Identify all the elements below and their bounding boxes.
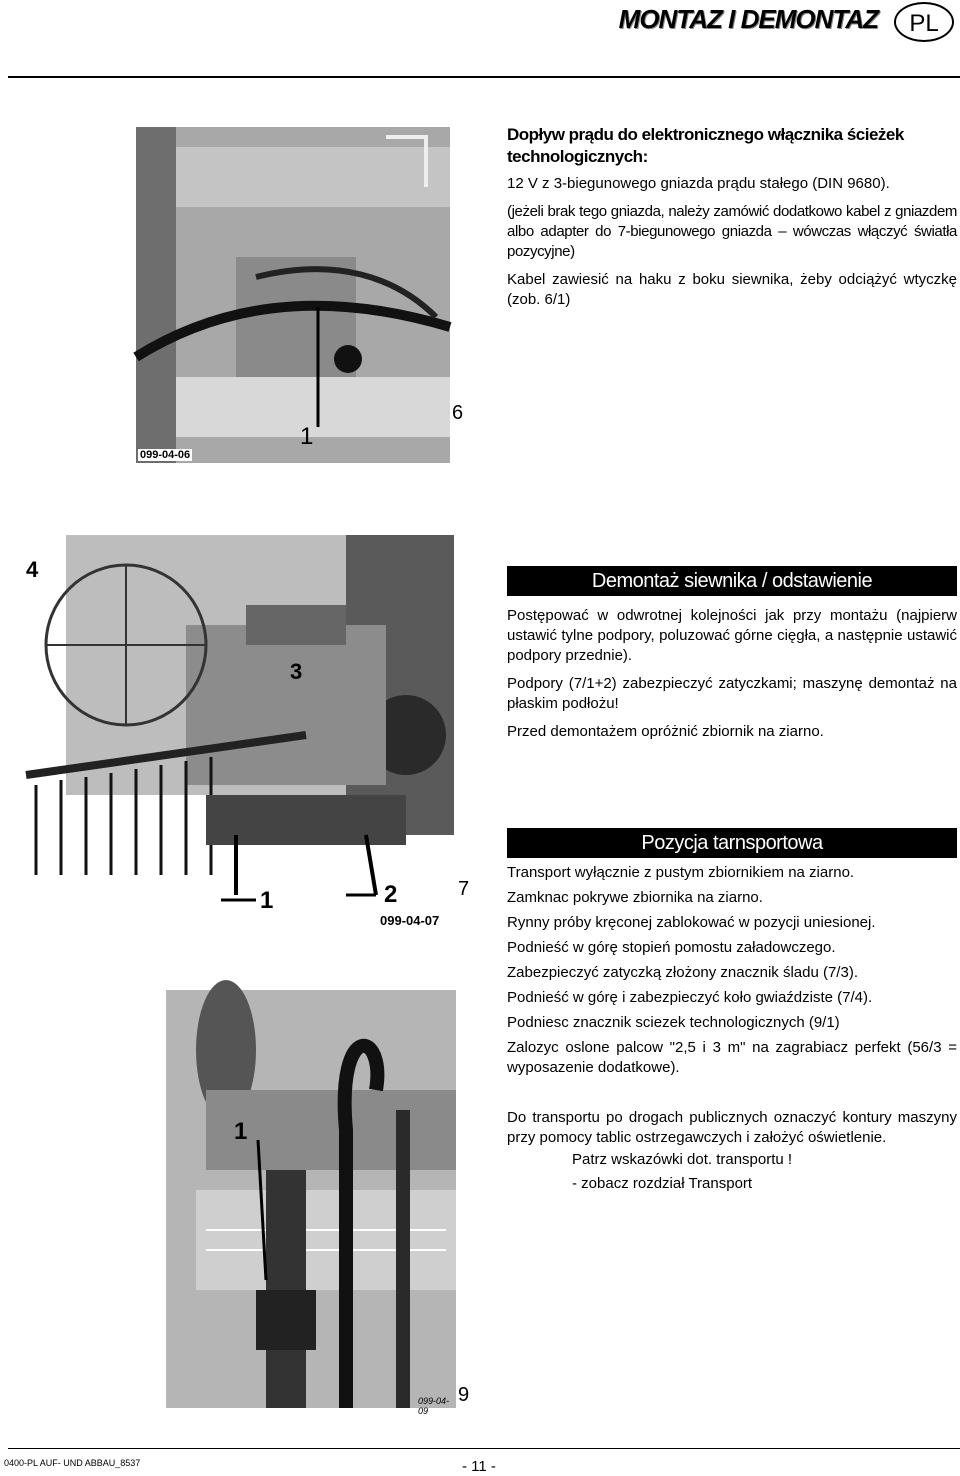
figure-7-number: 7 — [458, 878, 470, 900]
figure-6-number: 6 — [452, 402, 464, 424]
transport-section — [507, 828, 957, 1078]
power-supply-p1: 12 V z 3-biegunowego gniazda prądu stałego (DIN 9680). — [507, 175, 890, 192]
road-transport-note: Patrz wskazówki dot. transportu ! — [572, 1151, 793, 1168]
transport-item: Transport wyłącznie z pustym zbiornikiem na ziarno. — [507, 864, 855, 881]
transport-item: Zalozyc oslone palcow "2,5 i 3 m" na zagrabiacz perfekt (56/3 = wyposazenie dodatkowe). — [507, 1039, 957, 1076]
dismount-section — [507, 566, 957, 750]
footer-page-number: - 11 - — [462, 1458, 496, 1475]
transport-item: Podniesc znacznik sciezek technologicznych (9/1) — [507, 1014, 840, 1031]
dismount-p1: Postępować w odwrotnej kolejności jak przy montażu (najpierw ustawić tylne podpory, poluzować górne cięgła, a następnie ustawić podpory przednie). — [507, 607, 957, 664]
power-supply-p3: Kabel zawiesić na haku z boku siewnika, żeby odciążyć wtyczkę (zob. 6/1) — [507, 271, 957, 308]
footer-document-id: 0400-PL AUF- UND ABBAU_8537 — [4, 1458, 141, 1468]
transport-item: Podnieść w górę stopień pomostu załadowczego. — [507, 939, 836, 956]
transport-item: Zabezpieczyć zatyczką złożony znacznik śladu (7/3). — [507, 964, 858, 981]
header-divider — [8, 76, 960, 78]
figure-9-code: 099-04-09 — [418, 1396, 450, 1416]
road-transport-reference: - zobacz rozdział Transport — [572, 1175, 753, 1192]
figure-6-photo — [136, 127, 450, 463]
figure-7-label-4: 4 — [26, 557, 39, 582]
figure-7-label-3: 3 — [290, 659, 303, 684]
transport-item: Rynny próby kręconej zablokować w pozycji uniesionej. — [507, 914, 876, 931]
figure-9-label-1: 1 — [234, 1118, 248, 1145]
power-supply-p2: (jeżeli brak tego gniazda, należy zamówić dodatkowo kabel z gniazdem albo adapter do 7-biegunowego gniazda – wówczas włączyć światła pozycyjne) — [507, 203, 957, 260]
figure-9-photo — [166, 990, 456, 1416]
dismount-p3: Przed demontażem opróżnić zbiornik na ziarno. — [507, 723, 824, 740]
figure-7-photo — [6, 535, 454, 935]
dismount-heading: Demontaż siewnika / odstawienie — [507, 566, 957, 596]
language-badge: PL — [894, 2, 954, 42]
figure-6-code: 099-04-06 — [140, 449, 191, 461]
power-supply-heading: Dopływ prądu do elektronicznego włącznika ścieżek technologicznych: — [507, 125, 904, 166]
footer-divider — [8, 1448, 960, 1449]
power-supply-section — [507, 124, 957, 318]
figure-7-label-2: 2 — [384, 881, 398, 908]
transport-list — [507, 860, 957, 1078]
figure-6-label-1: 1 — [300, 423, 314, 450]
transport-heading: Pozycja tarnsportowa — [507, 828, 957, 858]
figure-7-label-1: 1 — [260, 887, 274, 914]
road-transport-paragraph: Do transportu po drogach publicznych oznaczyć kontury maszyny przy pomocy tablic ostrzegawczych i założyć oświetlenie. — [507, 1109, 957, 1146]
page-title: MONTAZ I DEMONTAZ — [618, 4, 878, 34]
figure-9-number: 9 — [458, 1384, 470, 1406]
figure-7-code: 099-04-07 — [380, 913, 440, 928]
dismount-p2: Podpory (7/1+2) zabezpieczyć zatyczkami; maszynę demontaż na płaskim podłożu! — [507, 675, 957, 712]
transport-item: Podnieść w górę i zabezpieczyć koło gwiaździste (7/4). — [507, 989, 873, 1006]
transport-item: Zamknac pokrywe zbiornika na ziarno. — [507, 889, 763, 906]
